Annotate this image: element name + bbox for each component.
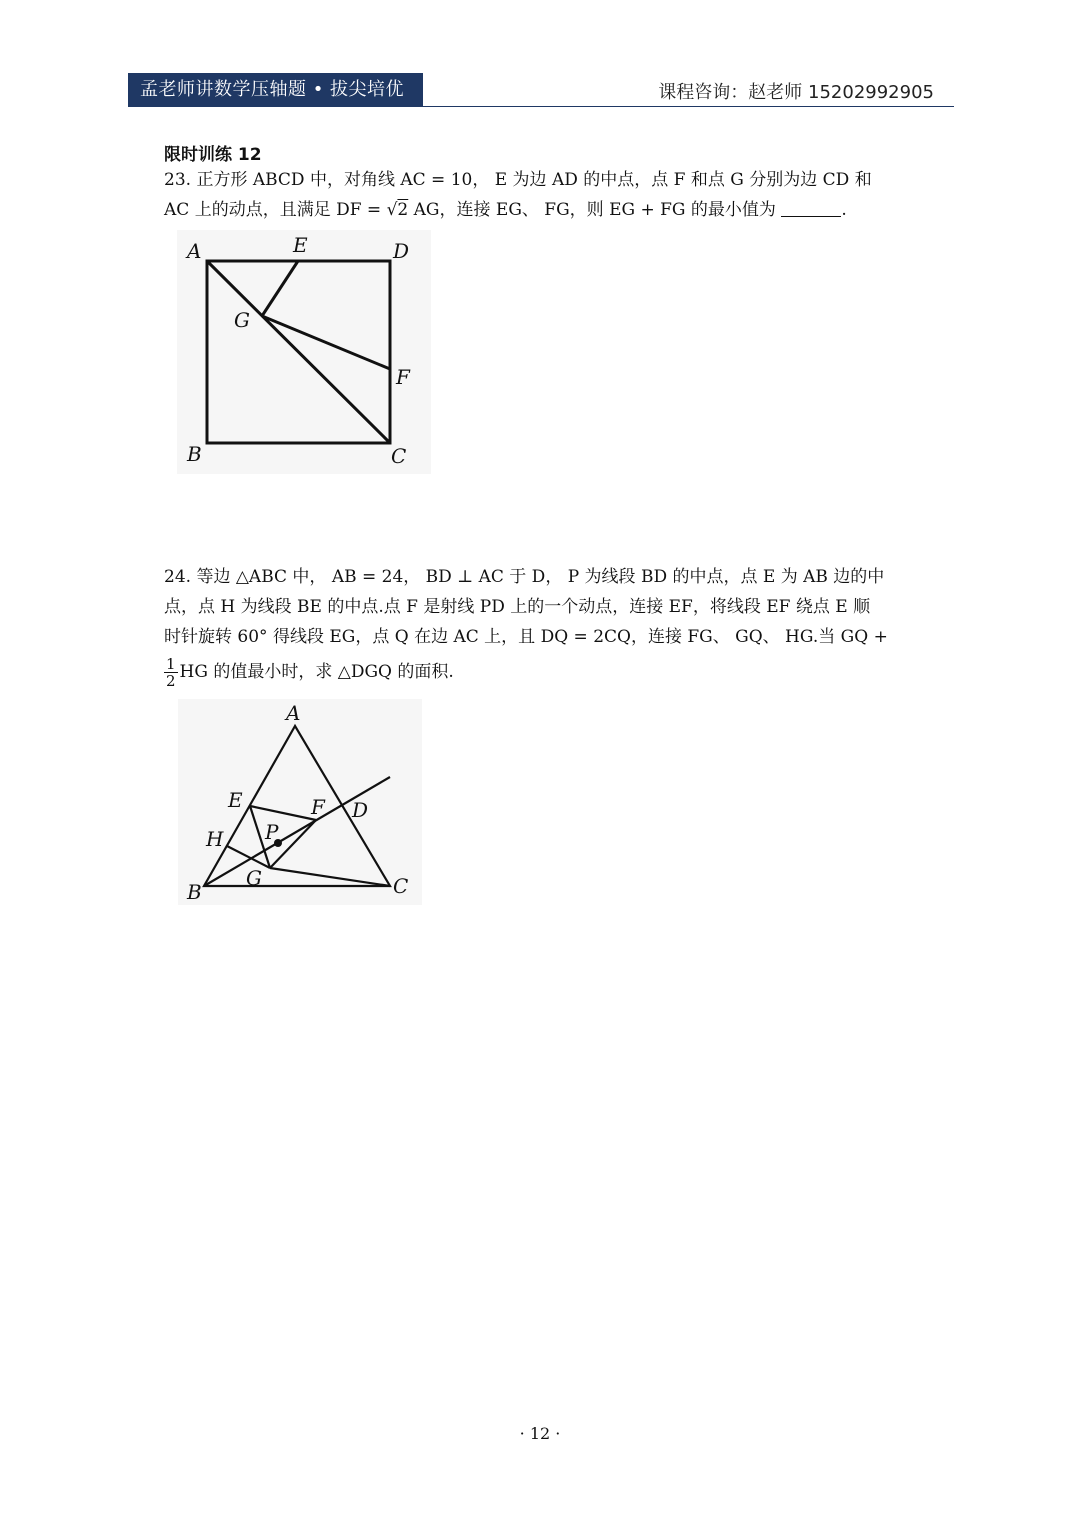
fraction-numerator: 1 (166, 655, 176, 673)
q23-line2 (164, 195, 924, 225)
q24-line4-text: HG 的值最小时，求 △DGQ 的面积. (179, 662, 454, 682)
label-c: C (391, 444, 407, 468)
label-a: A (286, 701, 301, 725)
label-c: C (393, 874, 409, 898)
q24-figure (176, 695, 426, 910)
q24-line1: 24. 等边 △ABC 中， AB = 24， BD ⊥ AC 于 D， P 为线段 BD 的中点，点 E 为 AB 边的中 (164, 567, 885, 587)
section-title: 限时训练 12 (164, 145, 262, 165)
question-23 (164, 165, 924, 225)
label-a: A (187, 239, 202, 263)
fraction-one-half (164, 656, 178, 689)
label-b: B (187, 880, 202, 904)
label-h: H (206, 827, 224, 851)
fraction-denominator: 2 (166, 672, 176, 690)
label-f: F (311, 795, 325, 819)
q23-line2-b: AG，连接 EG、 FG，则 EG + FG 的最小值为 (408, 200, 782, 220)
label-d: D (393, 239, 410, 263)
q23-figure (175, 228, 435, 478)
sqrt-symbol: √ (386, 200, 398, 220)
q23-line2-a: AC 上的动点，且满足 DF = (164, 200, 387, 220)
q23-sqrt-value: 2 (397, 200, 409, 220)
page-number: · 12 · (519, 1424, 561, 1443)
answer-blank[interactable] (781, 198, 841, 217)
label-d: D (352, 798, 369, 822)
label-e: E (228, 788, 243, 812)
header-contact: 课程咨询：赵老师 15202992905 (658, 82, 934, 103)
label-g: G (246, 866, 262, 890)
question-24 (164, 562, 924, 689)
q23-line2-end: . (841, 200, 847, 220)
label-p: P (265, 820, 279, 844)
q24-line3: 时针旋转 60° 得线段 EG，点 Q 在边 AC 上，且 DQ = 2CQ，连接 FG、 GQ、 HG.当 GQ + (164, 627, 888, 647)
q24-line4 (164, 656, 924, 689)
q24-line2: 点，点 H 为线段 BE 的中点.点 F 是射线 PD 上的一个动点，连接 EF，将线段 EF 绕点 E 顺 (164, 597, 871, 617)
header-title: 孟老师讲数学压轴题 • 拔尖培优 (128, 73, 423, 107)
header-rule (128, 106, 954, 107)
label-f: F (396, 365, 410, 389)
label-g: G (234, 308, 250, 332)
q23-line1: 23. 正方形 ABCD 中，对角线 AC = 10， E 为边 AD 的中点，点 F 和点 G 分别为边 CD 和 (164, 170, 872, 190)
label-e: E (293, 233, 308, 257)
label-b: B (187, 442, 202, 466)
